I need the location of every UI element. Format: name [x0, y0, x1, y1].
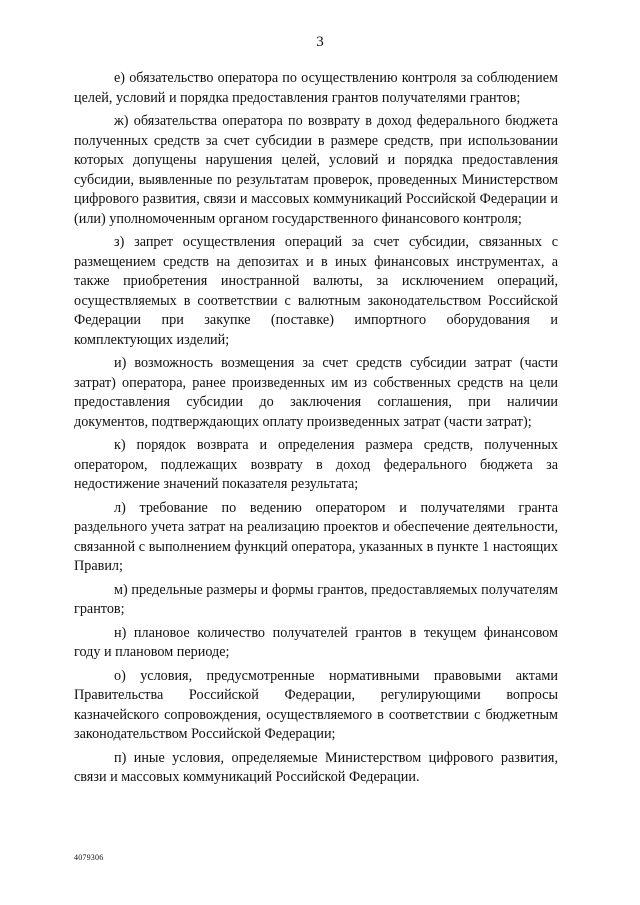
document-body [74, 69, 558, 792]
paragraph-z: з) запрет осуществления операций за счет субсидии, связанных с размещением средств на депозитах и в иных финансовых инструментах, а также приобретения иностранной валюты, за исключением операций, осуществляемых в соответствии с валютным законодательством Российской Федерации при закупке (поставке) импортного оборудования и комплектующих изделий; [74, 234, 558, 348]
paragraph-n: н) плановое количество получателей грантов в текущем финансовом году и плановом периоде; [74, 624, 558, 660]
paragraph-zh: ж) обязательства оператора по возврату в доход федерального бюджета полученных средств за счет субсидии в размере средств, при использовании которых допущены нарушения целей, условий и порядка предоставления субсидии, выявленные по результатам проверок, проведенных Министерством цифрового развития, связи и массовых коммуникаций Российской Федерации и (или) уполномоченным органом государственного финансового контроля; [74, 113, 558, 227]
paragraph-p: п) иные условия, определяемые Министерством цифрового развития, связи и массовых коммуникаций Российской Федерации. [74, 749, 558, 785]
page-number: 3 [316, 34, 324, 50]
paragraph-k: к) порядок возврата и определения размера средств, полученных оператором, подлежащих возврату в доход федерального бюджета за недостижение значений показателя результата; [74, 437, 558, 492]
document-code: 4079306 [74, 853, 104, 862]
paragraph-e: е) обязательство оператора по осуществлению контроля за соблюдением целей, условий и порядка предоставления грантов получателями грантов; [74, 70, 558, 106]
paragraph-o: о) условия, предусмотренные нормативными правовыми актами Правительства Российской Федерации, регулирующими вопросы казначейского сопровождения, осуществляемого в соответствии с бюджетным законодательством Российской Федерации; [74, 667, 558, 742]
paragraph-l: л) требование по ведению оператором и получателями гранта раздельного учета затрат на реализацию проектов и обеспечение деятельности, связанной с выполнением функций оператора, указанных в пункте 1 настоящих Правил; [74, 499, 558, 574]
paragraph-i: и) возможность возмещения за счет средств субсидии затрат (части затрат) оператора, ранее произведенных им из собственных средств на цели предоставления субсидии до заключения соглашения, при наличии документов, подтверждающих оплату произведенных затрат (части затрат); [74, 355, 558, 430]
paragraph-m: м) предельные размеры и формы грантов, предоставляемых получателям грантов; [74, 581, 558, 617]
